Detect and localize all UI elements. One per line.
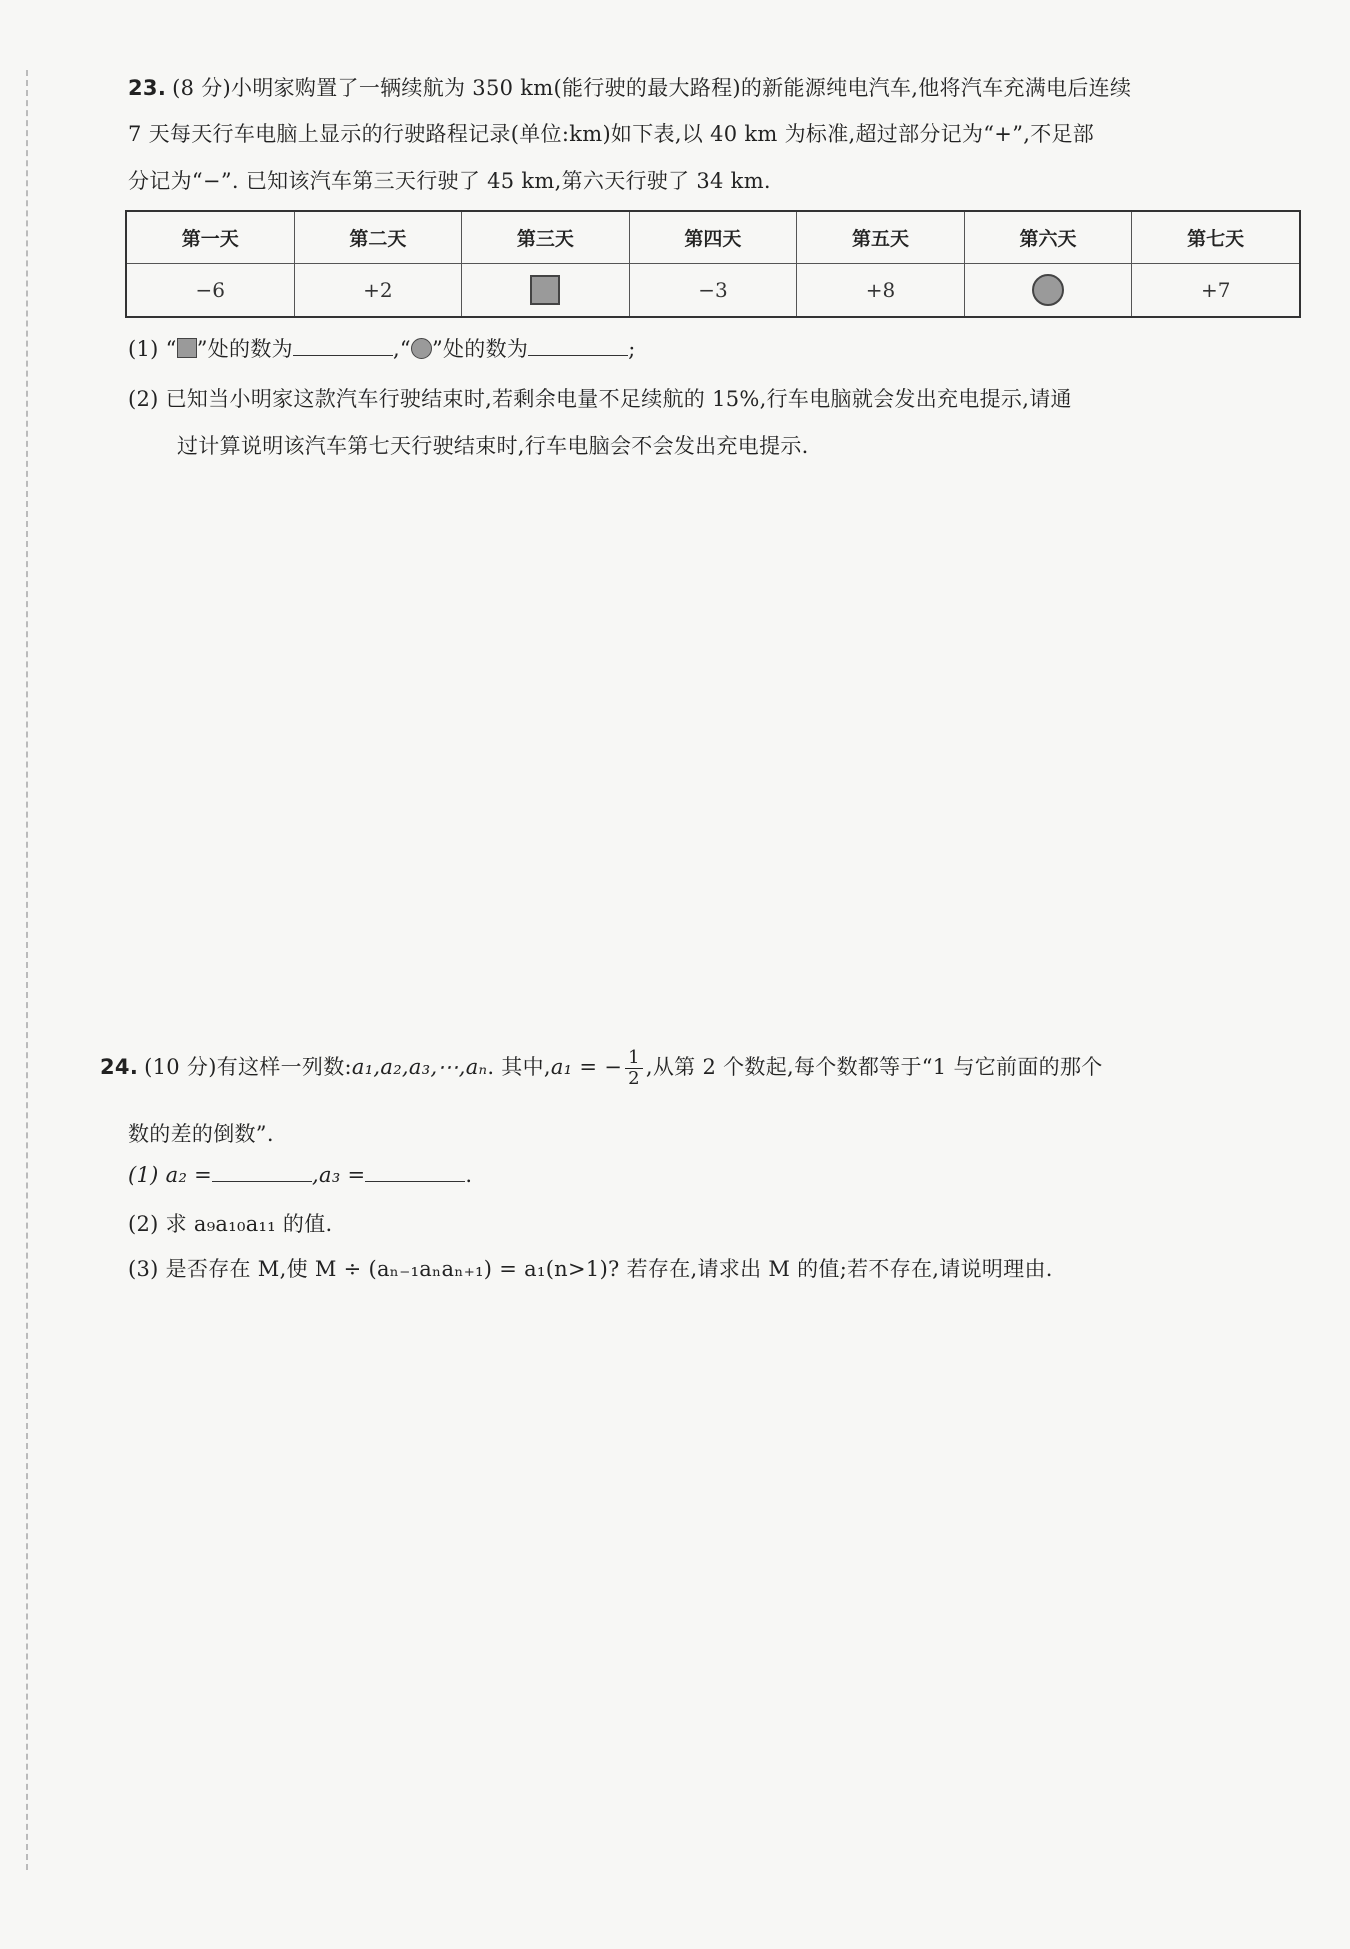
value-day6 xyxy=(964,264,1132,318)
value-day3 xyxy=(462,264,630,318)
q23-line1 xyxy=(128,72,1131,102)
table-header-row xyxy=(126,211,1300,264)
header-day7: 第七天 xyxy=(1132,211,1300,264)
q24-text-2: 数的差的倒数”. xyxy=(128,1122,274,1146)
square-placeholder-icon xyxy=(530,275,560,305)
square-placeholder-icon xyxy=(177,338,197,358)
q24-part1-a2: (1) a₂ = xyxy=(128,1163,213,1187)
q24-number: 24. xyxy=(100,1054,139,1079)
value-day1: −6 xyxy=(126,264,294,318)
q24-part3 xyxy=(128,1253,1053,1283)
q23-part2-text-1: (2) 已知当小明家这款汽车行驶结束时,若剩余电量不足续航的 15%,行车电脑就会发出充电提示,请通 xyxy=(128,387,1072,411)
q23-part1-label: (1) xyxy=(128,337,159,361)
q23-part2-text-2: 过计算说明该汽车第七天行驶结束时,行车电脑会不会发出充电提示. xyxy=(177,434,809,458)
value-day5: +8 xyxy=(797,264,965,318)
header-day4: 第四天 xyxy=(629,211,797,264)
answer-blank-circle[interactable] xyxy=(528,337,628,356)
q23-part2-line2 xyxy=(177,430,809,460)
q23-line3 xyxy=(128,165,771,195)
answer-blank-a3[interactable] xyxy=(365,1163,465,1182)
fraction-numerator: 1 xyxy=(625,1048,643,1069)
q23-line2 xyxy=(128,118,1094,148)
q23-text-2: 7 天每天行车电脑上显示的行驶路程记录(单位:km)如下表,以 40 km 为标准,超过部分记为“+”,不足部 xyxy=(128,122,1095,146)
q24-line2 xyxy=(128,1118,274,1148)
header-day5: 第五天 xyxy=(797,211,965,264)
header-day1: 第一天 xyxy=(126,211,294,264)
q24-part3-text: (3) 是否存在 M,使 M ÷ (aₙ₋₁aₙaₙ₊₁) = a₁(n>1)? 若存在,请求出 M 的值;若不存在,请说明理由. xyxy=(128,1257,1053,1281)
circle-placeholder-icon xyxy=(1032,274,1064,306)
table-value-row xyxy=(126,264,1300,318)
q24-text-d: ,从第 2 个数起,每个数都等于“1 与它前面的那个 xyxy=(645,1054,1103,1079)
q23-text-3: 分记为“−”. 已知该汽车第三天行驶了 45 km,第六天行驶了 34 km. xyxy=(128,169,771,193)
circle-placeholder-icon xyxy=(411,338,432,359)
q24-part1-end: . xyxy=(465,1163,473,1187)
q24-part2 xyxy=(128,1208,333,1238)
header-day6: 第六天 xyxy=(964,211,1132,264)
q23-text-1: (8 分)小明家购置了一辆续航为 350 km(能行驶的最大路程)的新能源纯电汽车,他将汽车充满电后连续 xyxy=(172,76,1132,100)
q23-part1-sep: ,“ xyxy=(392,337,411,361)
fraction-one-half xyxy=(625,1048,643,1089)
q23-part1-text-b: ”处的数为 xyxy=(431,337,529,361)
mileage-table xyxy=(125,210,1301,318)
fraction-denominator: 2 xyxy=(628,1067,640,1089)
value-day7: +7 xyxy=(1132,264,1300,318)
q23-part1-text-a: ”处的数为 xyxy=(196,337,293,361)
q24-part2-text: (2) 求 a₉a₁₀a₁₁ 的值. xyxy=(128,1212,333,1236)
q24-sequence: a₁,a₂,a₃,⋯,aₙ xyxy=(351,1054,488,1079)
q23-part1-end: ; xyxy=(628,337,636,361)
q23-number: 23. xyxy=(128,76,167,100)
header-day2: 第二天 xyxy=(294,211,462,264)
answer-blank-square[interactable] xyxy=(293,337,393,356)
answer-blank-a2[interactable] xyxy=(212,1163,312,1182)
q24-part1-a3: ,a₃ = xyxy=(312,1163,366,1187)
q23-part2-line1 xyxy=(128,383,1072,413)
header-day3: 第三天 xyxy=(462,211,630,264)
q24-a1-eq: a₁ = − xyxy=(550,1054,623,1079)
q24-text-b: . 其中, xyxy=(487,1054,551,1079)
q24-line1 xyxy=(100,1048,1103,1089)
q24-text-a: (10 分)有这样一列数: xyxy=(144,1054,352,1079)
binding-margin-line xyxy=(26,70,28,1870)
q24-part1 xyxy=(128,1163,472,1187)
quote-open: “ xyxy=(165,337,177,361)
q23-part1 xyxy=(128,333,636,363)
value-day2: +2 xyxy=(294,264,462,318)
value-day4: −3 xyxy=(629,264,797,318)
